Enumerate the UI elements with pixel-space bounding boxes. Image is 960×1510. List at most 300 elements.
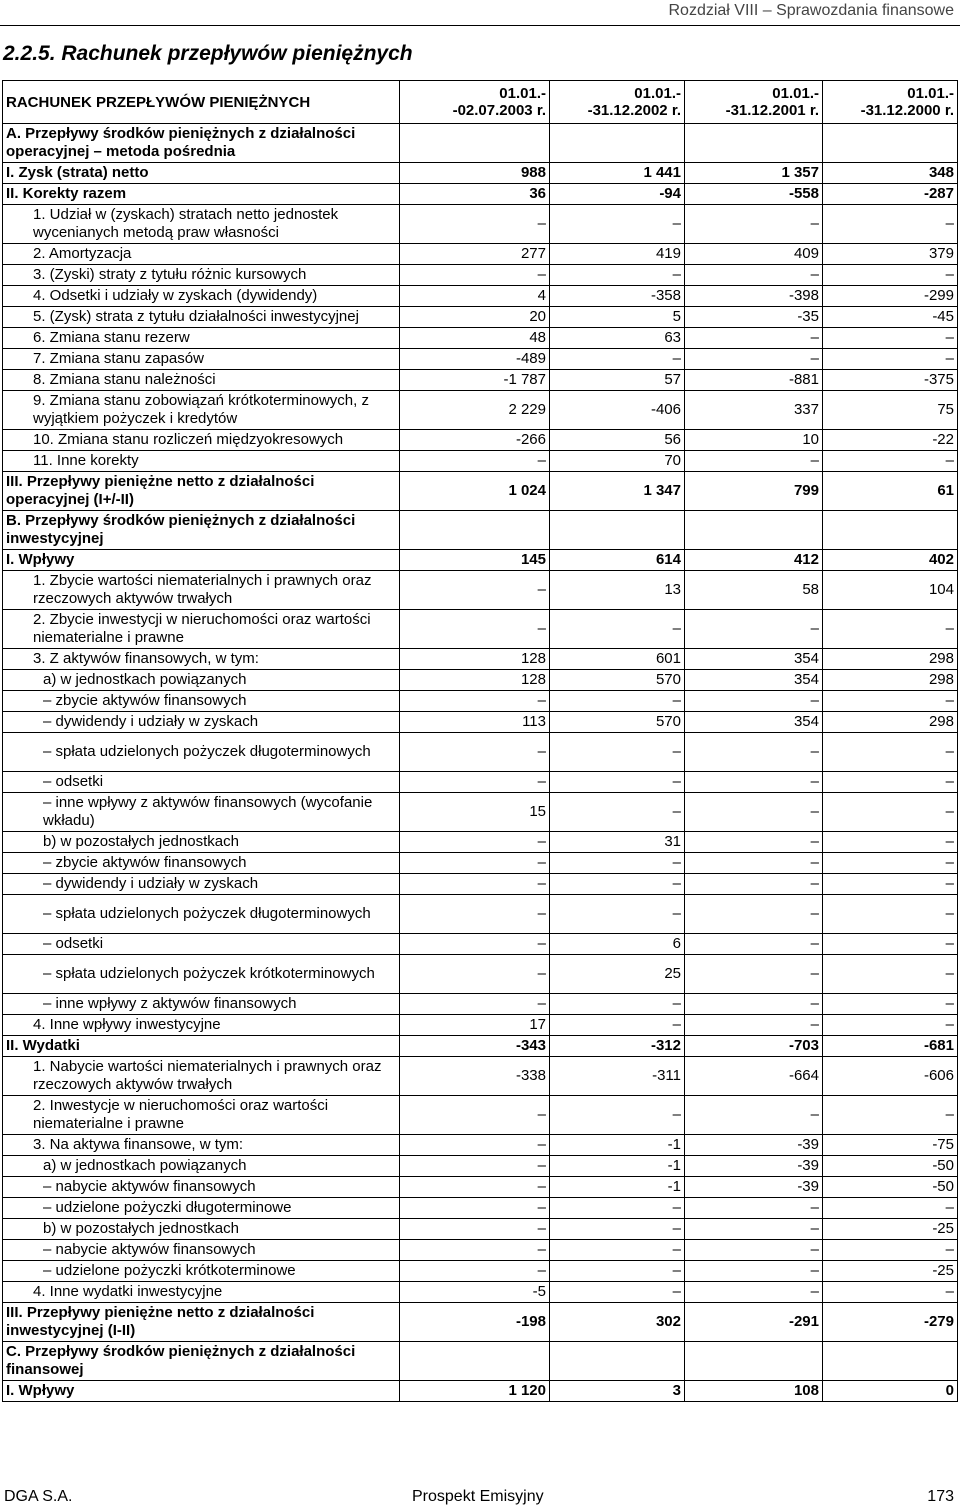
row-value: 409	[685, 244, 823, 265]
row-label: – spłata udzielonych pożyczek długoterminowych	[3, 895, 400, 934]
row-value: -338	[400, 1057, 550, 1096]
row-value: 337	[685, 391, 823, 430]
row-value	[550, 124, 685, 163]
table-row	[3, 832, 958, 853]
row-value: 58	[685, 571, 823, 610]
row-value: –	[550, 205, 685, 244]
table-row	[3, 853, 958, 874]
row-label: – nabycie aktywów finansowych	[3, 1177, 400, 1198]
table-row	[3, 1036, 958, 1057]
row-value: -299	[823, 286, 958, 307]
row-value: –	[823, 691, 958, 712]
row-value: –	[550, 874, 685, 895]
row-label: 3. (Zyski) straty z tytułu różnic kursowych	[3, 265, 400, 286]
row-value: 48	[400, 328, 550, 349]
table-row	[3, 895, 958, 934]
row-label: 4. Inne wydatki inwestycyjne	[3, 1282, 400, 1303]
row-label: II. Wydatki	[3, 1036, 400, 1057]
row-value: 1 120	[400, 1381, 550, 1402]
row-label: 6. Zmiana stanu rezerw	[3, 328, 400, 349]
row-value: 75	[823, 391, 958, 430]
row-value: -1	[550, 1156, 685, 1177]
row-value: –	[400, 1240, 550, 1261]
row-label: 9. Zmiana stanu zobowiązań krótkoterminowych, z wyjątkiem pożyczek i kredytów	[3, 391, 400, 430]
row-value: –	[685, 1219, 823, 1240]
row-value: –	[685, 733, 823, 772]
row-value: -664	[685, 1057, 823, 1096]
row-value: –	[685, 1261, 823, 1282]
row-value: -489	[400, 349, 550, 370]
row-value: 601	[550, 649, 685, 670]
table-row	[3, 955, 958, 994]
row-value: -375	[823, 370, 958, 391]
row-value: 145	[400, 550, 550, 571]
row-label: 7. Zmiana stanu zapasów	[3, 349, 400, 370]
row-value: –	[400, 895, 550, 934]
row-label: b) w pozostałych jednostkach	[3, 1219, 400, 1240]
row-value: 63	[550, 328, 685, 349]
row-value: –	[400, 451, 550, 472]
period-header: 01.01.- -31.12.2000 r.	[823, 81, 958, 124]
row-value: 570	[550, 670, 685, 691]
row-value: –	[685, 265, 823, 286]
row-label: a) w jednostkach powiązanych	[3, 1156, 400, 1177]
row-value: -50	[823, 1177, 958, 1198]
row-value: -1	[550, 1177, 685, 1198]
row-value: –	[823, 994, 958, 1015]
row-value: 379	[823, 244, 958, 265]
row-value: 56	[550, 430, 685, 451]
row-value: 17	[400, 1015, 550, 1036]
row-value: –	[400, 994, 550, 1015]
row-label: B. Przepływy środków pieniężnych z działalności inwestycyjnej	[3, 511, 400, 550]
row-value: –	[823, 733, 958, 772]
row-value: –	[685, 328, 823, 349]
row-value: –	[823, 1240, 958, 1261]
row-label: 4. Inne wpływy inwestycyjne	[3, 1015, 400, 1036]
row-value: 128	[400, 649, 550, 670]
row-value	[823, 124, 958, 163]
table-row	[3, 571, 958, 610]
row-value: –	[400, 772, 550, 793]
row-value: -50	[823, 1156, 958, 1177]
row-value: –	[550, 853, 685, 874]
row-label: 3. Z aktywów finansowych, w tym:	[3, 649, 400, 670]
row-value: -558	[685, 184, 823, 205]
table-row	[3, 670, 958, 691]
table-row	[3, 286, 958, 307]
row-value: 614	[550, 550, 685, 571]
table-row	[3, 1240, 958, 1261]
running-header: Rozdział VIII – Sprawozdania finansowe	[668, 2, 954, 19]
row-value: –	[823, 1096, 958, 1135]
row-value: –	[550, 691, 685, 712]
row-value: -75	[823, 1135, 958, 1156]
row-value: –	[400, 1261, 550, 1282]
row-value: –	[550, 772, 685, 793]
row-value: –	[823, 451, 958, 472]
row-value: 1 441	[550, 163, 685, 184]
row-value: 25	[550, 955, 685, 994]
row-value: –	[400, 1096, 550, 1135]
row-value: –	[550, 1261, 685, 1282]
row-value: 354	[685, 649, 823, 670]
row-value: –	[685, 1282, 823, 1303]
row-value: 61	[823, 472, 958, 511]
table-body	[3, 124, 958, 1402]
row-value: –	[550, 994, 685, 1015]
footer-title: Prospekt Emisyjny	[412, 1488, 544, 1505]
row-label: I. Wpływy	[3, 550, 400, 571]
table-row	[3, 1177, 958, 1198]
row-value: -22	[823, 430, 958, 451]
row-value	[685, 1342, 823, 1381]
row-value: 4	[400, 286, 550, 307]
table-row	[3, 1261, 958, 1282]
row-value: 3	[550, 1381, 685, 1402]
row-value: –	[550, 733, 685, 772]
row-value: –	[400, 1156, 550, 1177]
row-value	[685, 124, 823, 163]
table-row	[3, 1156, 958, 1177]
row-value: 104	[823, 571, 958, 610]
row-value	[823, 511, 958, 550]
row-label: I. Zysk (strata) netto	[3, 163, 400, 184]
table-row	[3, 1282, 958, 1303]
row-value: 13	[550, 571, 685, 610]
table-row	[3, 1015, 958, 1036]
row-value: –	[400, 691, 550, 712]
row-value: –	[823, 610, 958, 649]
row-label: III. Przepływy pieniężne netto z działalności operacyjnej (I+/-II)	[3, 472, 400, 511]
row-label: b) w pozostałych jednostkach	[3, 832, 400, 853]
row-value: 5	[550, 307, 685, 328]
row-value: –	[685, 832, 823, 853]
row-value: –	[823, 853, 958, 874]
row-label: – inne wpływy z aktywów finansowych	[3, 994, 400, 1015]
row-value: -266	[400, 430, 550, 451]
table-row	[3, 1135, 958, 1156]
row-value: –	[400, 733, 550, 772]
row-value: -39	[685, 1177, 823, 1198]
row-value: 70	[550, 451, 685, 472]
row-label: 5. (Zysk) strata z tytułu działalności inwestycyjnej	[3, 307, 400, 328]
cash-flow-table	[2, 80, 958, 1402]
row-value: 298	[823, 649, 958, 670]
row-value: –	[685, 349, 823, 370]
row-value	[550, 511, 685, 550]
row-value: –	[685, 1198, 823, 1219]
row-label: – udzielone pożyczki krótkoterminowe	[3, 1261, 400, 1282]
table-row	[3, 1219, 958, 1240]
row-label: – dywidendy i udziały w zyskach	[3, 712, 400, 733]
row-value: -5	[400, 1282, 550, 1303]
row-value: –	[823, 793, 958, 832]
row-label: 11. Inne korekty	[3, 451, 400, 472]
row-value: 2 229	[400, 391, 550, 430]
row-label: 2. Inwestycje w nieruchomości oraz wartości niematerialne i prawne	[3, 1096, 400, 1135]
row-label: – odsetki	[3, 934, 400, 955]
row-value: 402	[823, 550, 958, 571]
row-value: 302	[550, 1303, 685, 1342]
row-value: -45	[823, 307, 958, 328]
row-value: -358	[550, 286, 685, 307]
row-value: –	[823, 895, 958, 934]
row-value: –	[400, 610, 550, 649]
row-value: –	[400, 832, 550, 853]
row-value: –	[823, 349, 958, 370]
row-value: -406	[550, 391, 685, 430]
header-divider	[0, 25, 960, 26]
row-value: –	[400, 1219, 550, 1240]
row-value: –	[400, 874, 550, 895]
row-value: –	[400, 1135, 550, 1156]
row-value: –	[400, 571, 550, 610]
row-value: -312	[550, 1036, 685, 1057]
row-label: 4. Odsetki i udziały w zyskach (dywidendy)	[3, 286, 400, 307]
row-label: – spłata udzielonych pożyczek długoterminowych	[3, 733, 400, 772]
row-label: – zbycie aktywów finansowych	[3, 853, 400, 874]
row-value: –	[685, 934, 823, 955]
row-value: –	[550, 1282, 685, 1303]
table-row	[3, 205, 958, 244]
row-label: 3. Na aktywa finansowe, w tym:	[3, 1135, 400, 1156]
row-value: –	[823, 955, 958, 994]
row-value: -279	[823, 1303, 958, 1342]
table-row	[3, 1381, 958, 1402]
row-value: 412	[685, 550, 823, 571]
row-value: –	[400, 955, 550, 994]
row-value: -703	[685, 1036, 823, 1057]
row-value: –	[400, 205, 550, 244]
row-value: 348	[823, 163, 958, 184]
row-value: -39	[685, 1156, 823, 1177]
row-value: 277	[400, 244, 550, 265]
table-row	[3, 391, 958, 430]
row-value: -343	[400, 1036, 550, 1057]
table-row	[3, 1303, 958, 1342]
table-row	[3, 451, 958, 472]
table-row	[3, 733, 958, 772]
table-row	[3, 793, 958, 832]
row-value: –	[823, 1282, 958, 1303]
table-row	[3, 649, 958, 670]
row-value: –	[400, 265, 550, 286]
table-row	[3, 712, 958, 733]
row-value: –	[823, 772, 958, 793]
row-value: 0	[823, 1381, 958, 1402]
row-value: –	[685, 955, 823, 994]
table-row	[3, 307, 958, 328]
row-label: 2. Zbycie inwestycji w nieruchomości oraz wartości niematerialne i prawne	[3, 610, 400, 649]
table-row	[3, 430, 958, 451]
row-value: –	[823, 1015, 958, 1036]
row-value: –	[685, 451, 823, 472]
footer-company: DGA S.A.	[4, 1488, 73, 1505]
row-value: –	[823, 328, 958, 349]
row-value: –	[685, 205, 823, 244]
table-row	[3, 124, 958, 163]
row-label: – nabycie aktywów finansowych	[3, 1240, 400, 1261]
table-header-row	[3, 81, 958, 124]
table-row	[3, 472, 958, 511]
row-value	[823, 1342, 958, 1381]
table-row	[3, 349, 958, 370]
table-row	[3, 511, 958, 550]
row-value: –	[685, 1240, 823, 1261]
row-label: – udzielone pożyczki długoterminowe	[3, 1198, 400, 1219]
table-row	[3, 874, 958, 895]
row-value: 31	[550, 832, 685, 853]
row-value: –	[550, 1198, 685, 1219]
row-value: -291	[685, 1303, 823, 1342]
row-value: –	[685, 793, 823, 832]
row-value: 57	[550, 370, 685, 391]
row-value: -35	[685, 307, 823, 328]
row-value: -1	[550, 1135, 685, 1156]
row-value	[685, 511, 823, 550]
row-value: -25	[823, 1261, 958, 1282]
row-value: 419	[550, 244, 685, 265]
row-value: –	[823, 1198, 958, 1219]
table-row	[3, 370, 958, 391]
table-row	[3, 1096, 958, 1135]
row-value: –	[550, 1015, 685, 1036]
table-row	[3, 994, 958, 1015]
row-label: III. Przepływy pieniężne netto z działalności inwestycyjnej (I-II)	[3, 1303, 400, 1342]
table-row	[3, 184, 958, 205]
row-value: –	[400, 1198, 550, 1219]
table-row	[3, 244, 958, 265]
row-label: II. Korekty razem	[3, 184, 400, 205]
row-value: -198	[400, 1303, 550, 1342]
row-value: –	[685, 691, 823, 712]
row-value: –	[400, 853, 550, 874]
row-value: –	[685, 994, 823, 1015]
row-value: -39	[685, 1135, 823, 1156]
row-value: -681	[823, 1036, 958, 1057]
period-header: 01.01.- -31.12.2002 r.	[550, 81, 685, 124]
row-label: – spłata udzielonych pożyczek krótkoterminowych	[3, 955, 400, 994]
row-value: 36	[400, 184, 550, 205]
table-row	[3, 550, 958, 571]
row-value	[400, 511, 550, 550]
row-value: –	[550, 793, 685, 832]
row-value: –	[550, 1219, 685, 1240]
page-number: 173	[927, 1488, 954, 1505]
row-label: a) w jednostkach powiązanych	[3, 670, 400, 691]
row-label: 10. Zmiana stanu rozliczeń międzyokresowych	[3, 430, 400, 451]
row-value: 108	[685, 1381, 823, 1402]
row-value: –	[400, 934, 550, 955]
section-title: 2.2.5. Rachunek przepływów pieniężnych	[3, 42, 413, 65]
row-label: 1. Zbycie wartości niematerialnych i prawnych oraz rzeczowych aktywów trwałych	[3, 571, 400, 610]
table-row	[3, 691, 958, 712]
table-row	[3, 1198, 958, 1219]
row-value: -606	[823, 1057, 958, 1096]
row-label: – dywidendy i udziały w zyskach	[3, 874, 400, 895]
row-value: 354	[685, 712, 823, 733]
row-value: –	[685, 853, 823, 874]
row-label: A. Przepływy środków pieniężnych z działalności operacyjnej – metoda pośrednia	[3, 124, 400, 163]
row-value: –	[550, 265, 685, 286]
row-value: -881	[685, 370, 823, 391]
row-value: –	[550, 895, 685, 934]
table-row	[3, 1057, 958, 1096]
row-value: –	[550, 1240, 685, 1261]
row-label: C. Przepływy środków pieniężnych z działalności finansowej	[3, 1342, 400, 1381]
row-value: –	[823, 205, 958, 244]
table-row	[3, 163, 958, 184]
row-value: 6	[550, 934, 685, 955]
row-value: 354	[685, 670, 823, 691]
row-label: – inne wpływy z aktywów finansowych (wycofanie wkładu)	[3, 793, 400, 832]
period-header: 01.01.- -31.12.2001 r.	[685, 81, 823, 124]
row-value: –	[823, 874, 958, 895]
row-value: 799	[685, 472, 823, 511]
row-value: 10	[685, 430, 823, 451]
row-value: –	[550, 610, 685, 649]
row-value: –	[685, 874, 823, 895]
row-value: –	[685, 610, 823, 649]
table-row	[3, 265, 958, 286]
table-row	[3, 1342, 958, 1381]
row-value: 1 024	[400, 472, 550, 511]
row-value: 128	[400, 670, 550, 691]
row-value: –	[685, 895, 823, 934]
row-value: -287	[823, 184, 958, 205]
row-value: -25	[823, 1219, 958, 1240]
row-value: –	[823, 832, 958, 853]
row-value	[550, 1342, 685, 1381]
row-label: 8. Zmiana stanu należności	[3, 370, 400, 391]
row-label: – zbycie aktywów finansowych	[3, 691, 400, 712]
row-value: 298	[823, 670, 958, 691]
row-value: –	[685, 1096, 823, 1135]
row-value	[400, 124, 550, 163]
row-label: I. Wpływy	[3, 1381, 400, 1402]
table-row	[3, 934, 958, 955]
table-row	[3, 610, 958, 649]
row-value: 20	[400, 307, 550, 328]
row-value: –	[685, 1015, 823, 1036]
row-label: – odsetki	[3, 772, 400, 793]
row-value: 570	[550, 712, 685, 733]
row-value	[400, 1342, 550, 1381]
row-value: 988	[400, 163, 550, 184]
row-value: –	[400, 1177, 550, 1198]
row-value: –	[685, 772, 823, 793]
table-row	[3, 328, 958, 349]
table-row	[3, 772, 958, 793]
row-value: -94	[550, 184, 685, 205]
row-value: 1 347	[550, 472, 685, 511]
row-value: –	[550, 349, 685, 370]
row-value: 113	[400, 712, 550, 733]
row-value: 1 357	[685, 163, 823, 184]
period-header: 01.01.- -02.07.2003 r.	[400, 81, 550, 124]
row-value: -311	[550, 1057, 685, 1096]
row-value: –	[823, 934, 958, 955]
row-value: 298	[823, 712, 958, 733]
row-value: -398	[685, 286, 823, 307]
row-label: 2. Amortyzacja	[3, 244, 400, 265]
row-value: -1 787	[400, 370, 550, 391]
row-value: –	[823, 265, 958, 286]
row-value: 15	[400, 793, 550, 832]
table-title: RACHUNEK PRZEPŁYWÓW PIENIĘŻNYCH	[3, 81, 400, 124]
row-label: 1. Udział w (zyskach) stratach netto jednostek wycenianych metodą praw własności	[3, 205, 400, 244]
